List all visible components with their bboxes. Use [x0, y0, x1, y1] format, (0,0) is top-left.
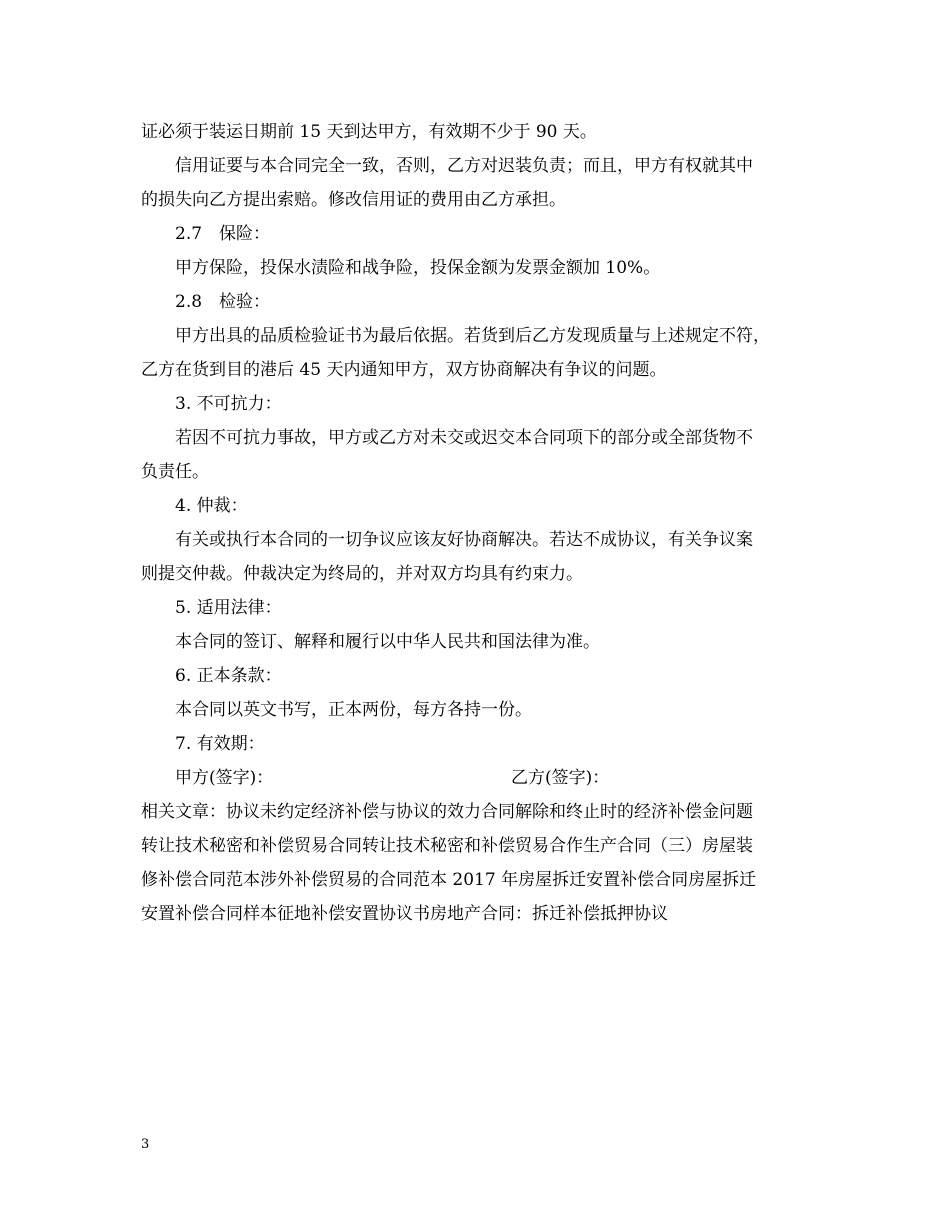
- party-b-signature: 乙方(签字)：: [511, 768, 610, 788]
- paragraph-line: 则提交仲裁。仲裁决定为终局的，并对双方均具有约束力。: [141, 564, 583, 584]
- section-heading: 2.7 保险：: [175, 224, 271, 244]
- section-heading: 5. 适用法律：: [175, 598, 282, 618]
- related-line: 修补偿合同范本涉外补偿贸易的合同范本 2017 年房屋拆迁安置补偿合同房屋拆迁: [141, 870, 757, 890]
- section-heading: 7. 有效期：: [175, 734, 265, 754]
- related-line: 安置补偿合同样本征地补偿安置协议书房地产合同：拆迁补偿抵押协议: [141, 904, 668, 924]
- related-line: 转让技术秘密和补偿贸易合同转让技术秘密和补偿贸易合作生产合同（三）房屋装: [141, 836, 753, 856]
- section-heading: 6. 正本条款：: [175, 666, 282, 686]
- section-heading: 2.8 检验：: [175, 292, 271, 312]
- signature-row: [141, 761, 821, 795]
- page-number: 3: [141, 1137, 150, 1152]
- paragraph-line: 甲方出具的品质检验证书为最后依据。若货到后乙方发现质量与上述规定不符，: [175, 326, 770, 346]
- paragraph-line: 的损失向乙方提出索赔。修改信用证的费用由乙方承担。: [141, 190, 566, 210]
- section-heading: 4. 仲裁：: [175, 496, 248, 516]
- related-articles: [141, 795, 821, 931]
- paragraph-line: 信用证要与本合同完全一致，否则，乙方对迟装负责；而且，甲方有权就其中: [175, 156, 753, 176]
- paragraph-line: 本合同的签订、解释和履行以中华人民共和国法律为准。: [175, 632, 600, 652]
- paragraph-line: 有关或执行本合同的一切争议应该友好协商解决。若达不成协议，有关争议案: [175, 530, 753, 550]
- paragraph-line: 本合同以英文书写，正本两份，每方各持一份。: [175, 700, 532, 720]
- paragraph-line: 甲方保险，投保水渍险和战争险，投保金额为发票金额加 10%。: [175, 258, 661, 278]
- paragraph-line: 证必须于装运日期前 15 天到达甲方，有效期不少于 90 天。: [141, 122, 597, 142]
- paragraph-line: 负责任。: [141, 462, 209, 482]
- paragraph-line: 若因不可抗力事故，甲方或乙方对未交或迟交本合同项下的部分或全部货物不: [175, 428, 753, 448]
- paragraph-line: 乙方在货到目的港后 45 天内通知甲方，双方协商解决有争议的问题。: [141, 360, 667, 380]
- related-line: 相关文章：协议未约定经济补偿与协议的效力合同解除和终止时的经济补偿金问题: [141, 802, 753, 822]
- section-heading: 3. 不可抗力：: [175, 394, 282, 414]
- party-a-signature: 甲方(签字)：: [175, 768, 274, 788]
- document-body: [141, 115, 821, 931]
